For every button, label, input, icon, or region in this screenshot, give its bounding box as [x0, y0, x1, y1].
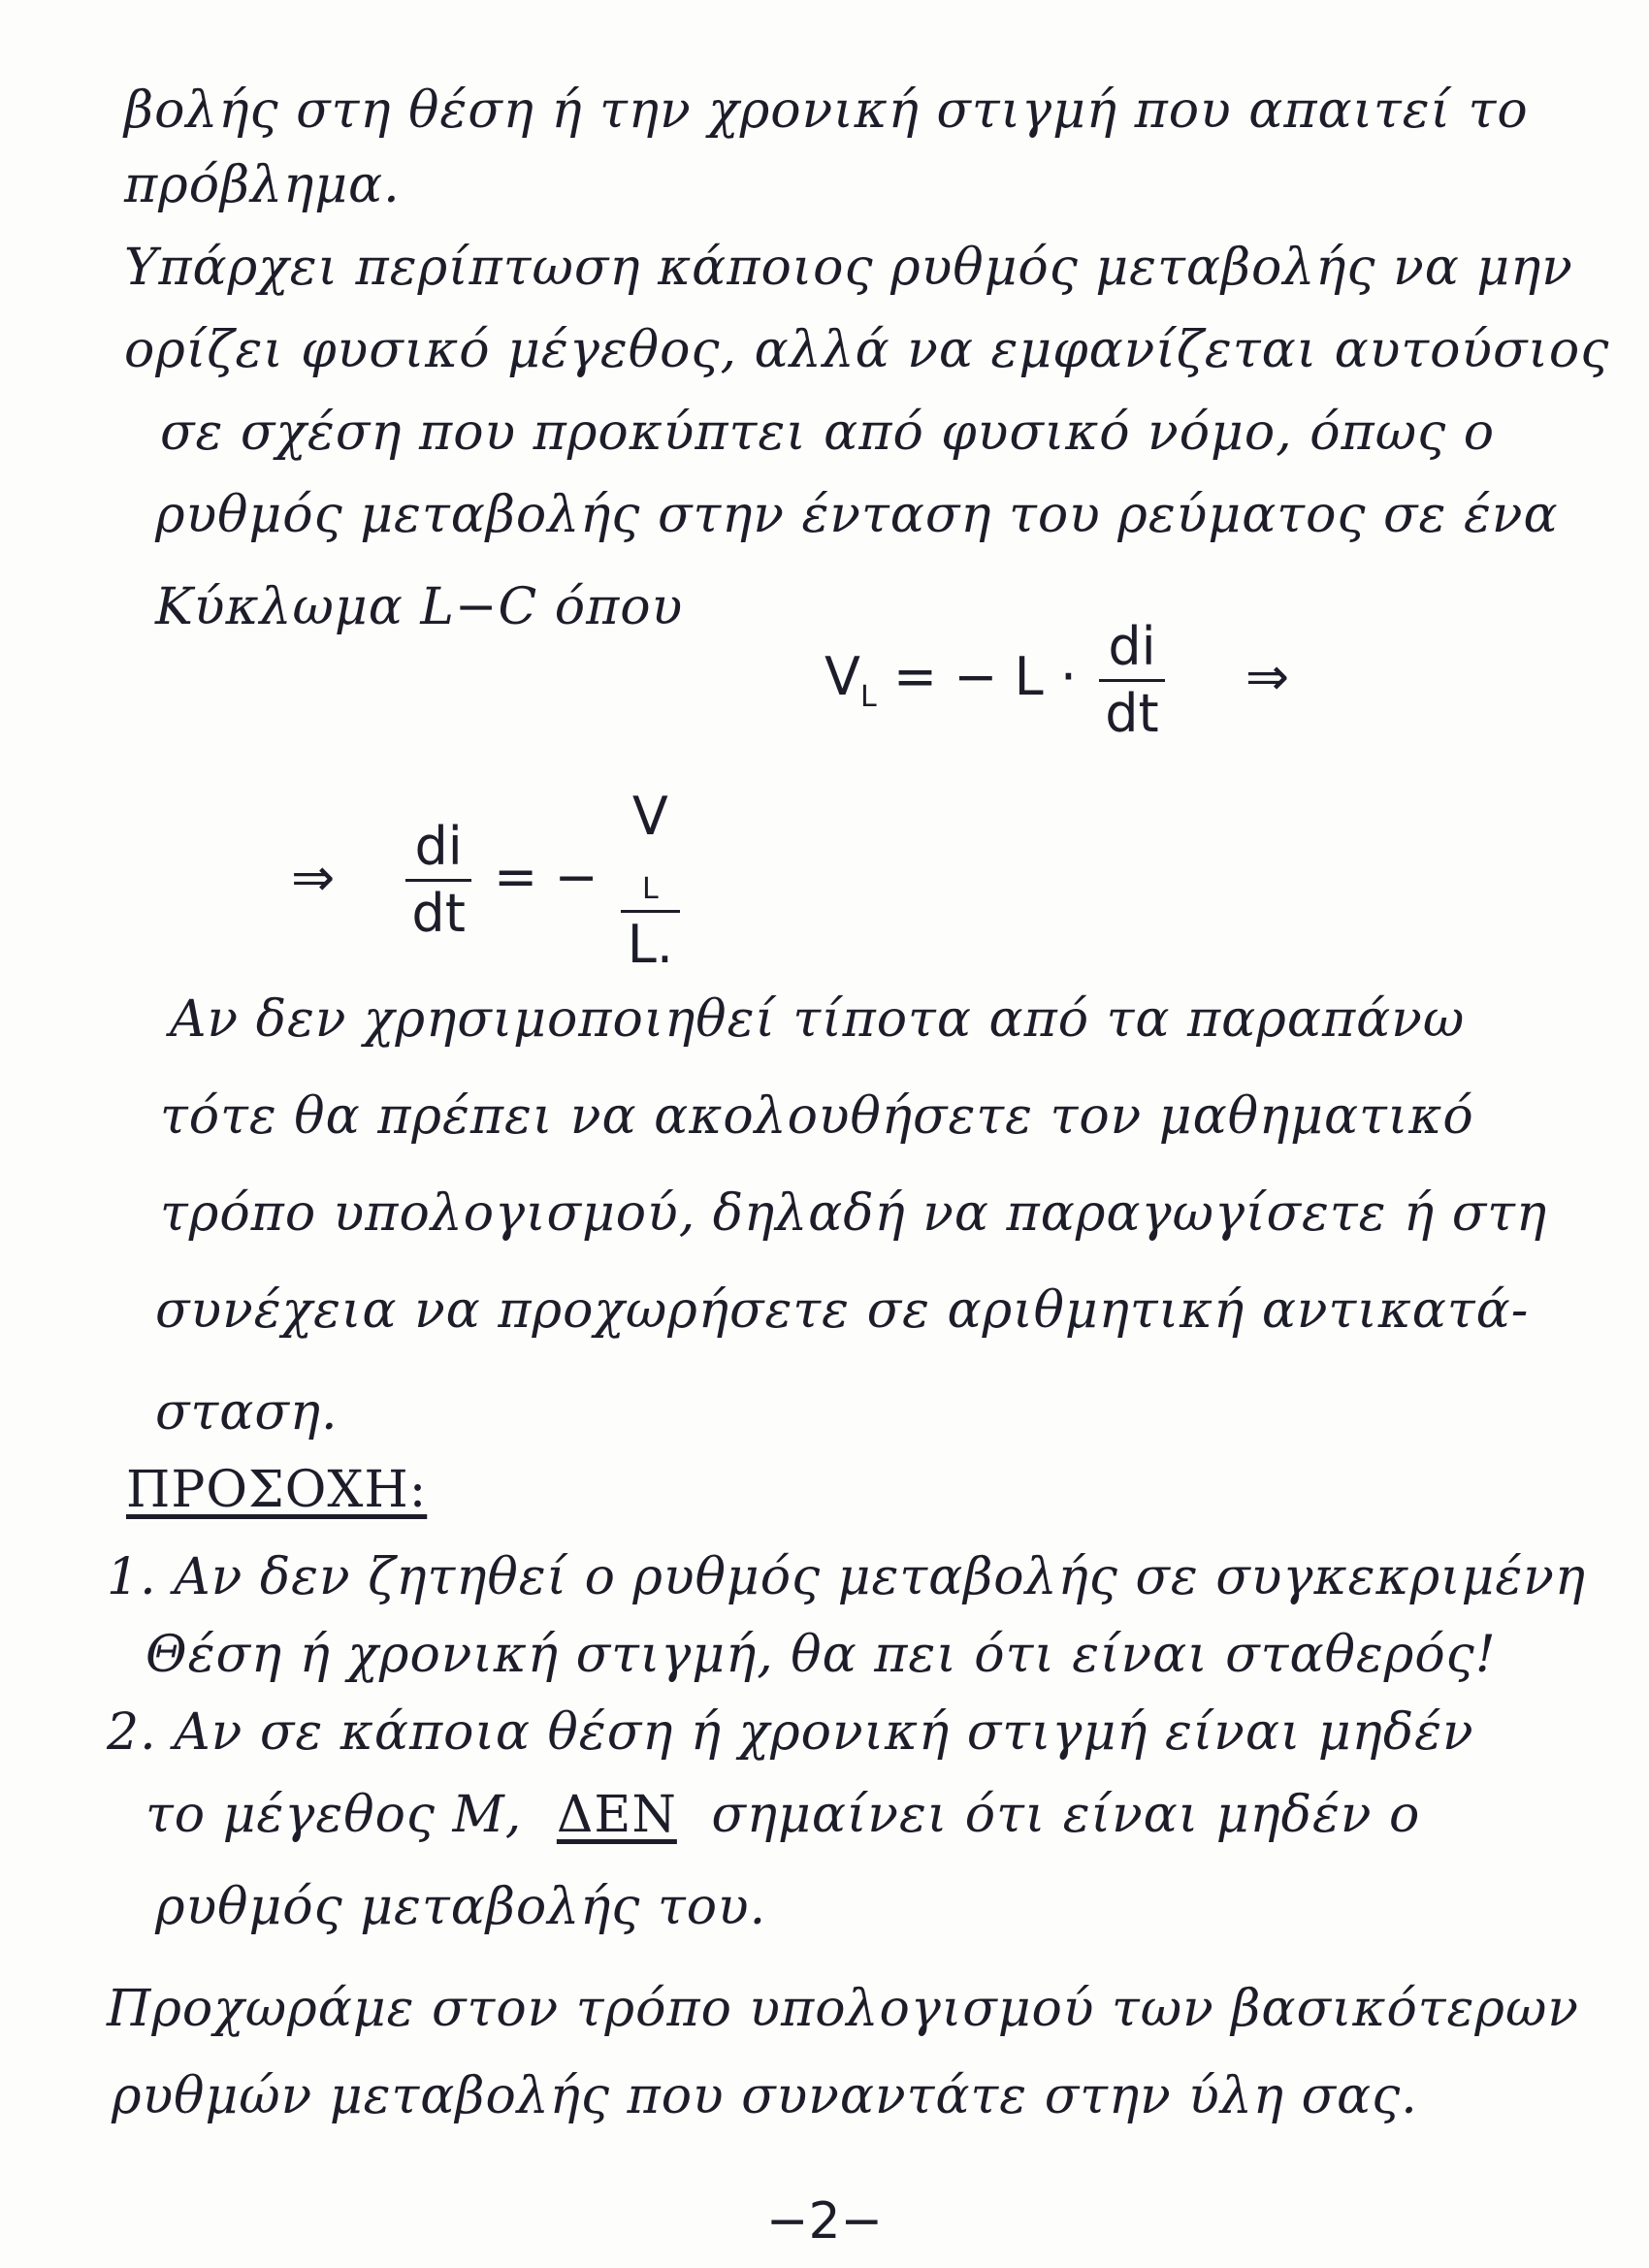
- eq2-arrow: ⇒: [291, 846, 336, 908]
- note-line-2: Θέση ή χρονική στιγμή, θα πει ότι είναι σταθερός!: [146, 1626, 1497, 1684]
- para2-line-1: Αν δεν χρησιμοποιηθεί τίποτα από τα παραπάνω: [170, 990, 1466, 1049]
- note-line-1: 1. Αν δεν ζητηθεί ο ρυθμός μεταβολής σε συγκεκριμένη: [107, 1548, 1587, 1606]
- closing-line-2: ρυθμών μεταβολής που συναντάτε στην ύλη σας.: [112, 2067, 1418, 2125]
- eq2-right-denominator: L.: [627, 913, 673, 975]
- para2-line-5: σταση.: [155, 1383, 339, 1442]
- equation-current-rate: [291, 786, 686, 975]
- note-line-4-b: σημαίνει ότι είναι μηδέν ο: [711, 1786, 1421, 1844]
- text-line-1: βολής στη θέση ή την χρονική στιγμή που απαιτεί το: [124, 81, 1529, 140]
- text-line-4: ορίζει φυσικό μέγεθος, αλλά να εμφανίζεται αυτούσιος: [124, 321, 1610, 379]
- text-line-5: σε σχέση που προκύπτει από φυσικό νόμο, όπως ο: [160, 404, 1496, 462]
- text-line-6: ρυθμός μεταβολής στην ένταση του ρεύματος σε ένα: [155, 486, 1559, 544]
- eq2-numerator: di: [405, 821, 470, 882]
- note-line-3: 2. Αν σε κάποια θέση ή χρονική στιγμή είναι μηδέν: [107, 1703, 1474, 1762]
- page-number: −2−: [765, 2192, 884, 2251]
- eq2-left-fraction: [405, 816, 470, 945]
- para2-line-2: τότε θα πρέπει να ακολουθήσετε τον μαθηματικό: [160, 1087, 1474, 1146]
- eq2-right-fraction: [621, 786, 680, 975]
- eq1-lhs-sub: L: [859, 679, 877, 714]
- eq2-denominator: dt: [411, 883, 466, 945]
- emphasis-den: ΔΕΝ: [556, 1786, 677, 1844]
- eq2-mid: = −: [494, 846, 598, 908]
- text-line-7: Κύκλωμα L−C όπου: [155, 578, 684, 636]
- note-line-4-a: το μέγεθος Μ,: [146, 1786, 523, 1844]
- eq1-numerator: di: [1099, 621, 1164, 682]
- eq1-lhs: V: [824, 646, 860, 708]
- eq1-denominator: dt: [1105, 683, 1159, 744]
- eq2-rnum-base: V: [631, 786, 668, 847]
- note-line-4: [0, 1786, 1649, 1844]
- eq1-mid: = − L ·: [892, 646, 1078, 708]
- eq2-right-numerator: [621, 786, 680, 913]
- para2-line-3: τρόπο υπολογισμού, δηλαδή να παραγωγίσετε ή στη: [160, 1184, 1548, 1243]
- closing-line-1: Προχωράμε στον τρόπο υπολογισμού των βασικότερων: [107, 1980, 1580, 2038]
- equation-inductor-voltage: [824, 616, 1290, 744]
- attention-heading: ΠΡΟΣΟΧΗ:: [126, 1461, 428, 1519]
- para2-line-4: συνέχεια να προχωρήσετε σε αριθμητική αντικατά-: [155, 1281, 1530, 1340]
- eq1-arrow: ⇒: [1245, 646, 1290, 708]
- text-line-3: Υπάρχει περίπτωση κάποιος ρυθμός μεταβολής να μην: [124, 239, 1573, 297]
- eq2-rnum-sub: L: [642, 871, 659, 906]
- eq1-fraction: [1099, 616, 1164, 744]
- note-line-5: ρυθμός μεταβολής του.: [155, 1878, 767, 1936]
- text-line-2: πρόβλημα.: [124, 156, 401, 214]
